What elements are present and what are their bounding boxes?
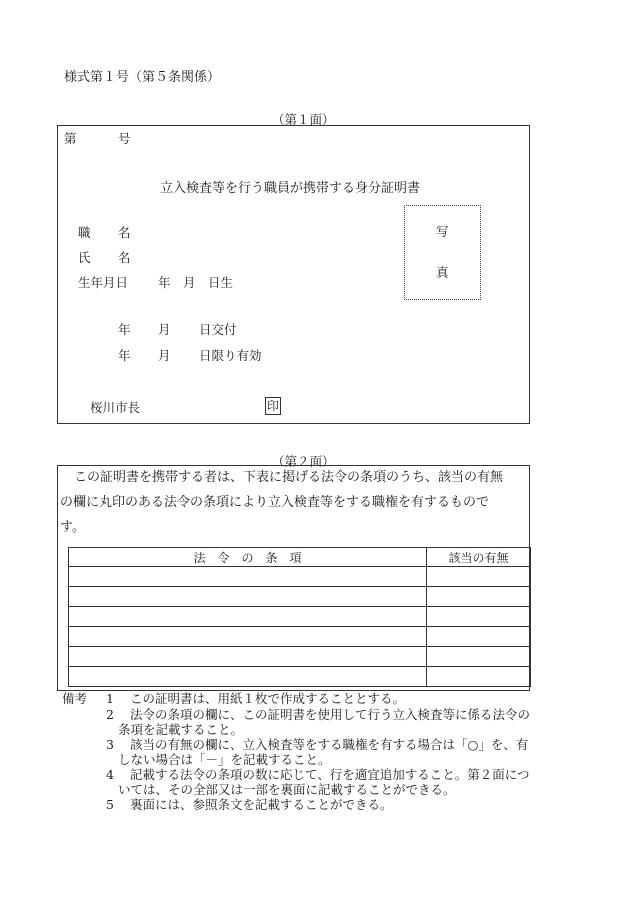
side2-card <box>57 465 530 691</box>
job-label-1: 職 <box>78 225 91 240</box>
notes-heading: 備考 <box>62 691 88 706</box>
note-3-line-1: 該当の有無の欄に、立入検査等をする職権を有する場合は「○」を、有 <box>130 737 529 752</box>
clause-cell <box>69 607 427 627</box>
table-row <box>69 647 531 667</box>
table-row <box>69 567 531 587</box>
photo-box <box>404 205 481 300</box>
applicable-cell <box>427 667 531 687</box>
note-3-line-2: しない場合は「－」を記載すること。 <box>118 752 331 767</box>
note-5-line-1: 裏面には、参照条文を記載することができる。 <box>130 797 393 812</box>
table-row <box>69 587 531 607</box>
statement-line-3: す。 <box>60 520 85 535</box>
name-label-1: 氏 <box>78 250 91 265</box>
note-2-line-1: 法令の条項の欄に、この証明書を使用して行う立入検査等に係る法令の <box>130 707 531 722</box>
header-applicable: 該当の有無 <box>427 548 531 567</box>
side1-card <box>57 125 530 424</box>
valid-year: 年 <box>118 348 131 363</box>
issued-month: 月 <box>158 322 171 337</box>
note-num-5: 5 <box>106 797 114 812</box>
applicable-cell <box>427 647 531 667</box>
applicable-cell <box>427 587 531 607</box>
job-label-2: 名 <box>118 225 131 240</box>
note-4-line-2: いては、その全部又は一部を裏面に記載することができる。 <box>118 782 456 797</box>
note-2-line-2: 条項を記載すること。 <box>118 722 244 737</box>
table-header-row <box>69 548 531 567</box>
issued-year: 年 <box>118 322 131 337</box>
note-num-3: 3 <box>106 737 114 752</box>
clause-cell <box>69 647 427 667</box>
clause-cell <box>69 567 427 587</box>
issued-day: 日交付 <box>199 322 237 337</box>
clause-cell <box>69 587 427 607</box>
statement-line-2: の欄に丸印のある法令の条項により立入検査等をする職権を有するもので <box>60 495 490 510</box>
cert-number-prefix: 第 <box>64 131 77 146</box>
law-table <box>68 547 531 687</box>
statement-line-1: この証明書を携帯する者は、下表に掲げる法令の条項のうち、該当の有無 <box>74 470 504 485</box>
note-num-2: 2 <box>106 707 114 722</box>
applicable-cell <box>427 607 531 627</box>
photo-label-1: 写 <box>436 224 449 239</box>
side1-label: （第１面） <box>272 112 335 127</box>
applicable-cell <box>427 567 531 587</box>
name-label-2: 名 <box>118 250 131 265</box>
table-row <box>69 667 531 687</box>
clause-cell <box>69 667 427 687</box>
form-number: 様式第１号（第５条関係） <box>64 70 221 85</box>
header-clause: 法 令 の 条 項 <box>69 548 427 567</box>
seal-mark: 印 <box>266 399 279 413</box>
side2-label: （第２面） <box>272 454 335 469</box>
valid-day: 日限り有効 <box>199 348 262 363</box>
table-row <box>69 627 531 647</box>
card-title: 立入検査等を行う職員が携帯する身分証明書 <box>160 181 421 196</box>
dob-label: 生年月日 <box>78 275 129 290</box>
dob-format: 年 月 日生 <box>158 275 234 290</box>
applicable-cell <box>427 627 531 647</box>
issuer: 桜川市長 <box>90 400 141 415</box>
note-4-line-1: 記載する法令の条項の数に応じて、行を適宜追加すること。第２面につ <box>130 767 530 782</box>
cert-number-suffix: 号 <box>118 131 131 146</box>
clause-cell <box>69 627 427 647</box>
note-1-line-1: この証明書は、用紙１枚で作成することとする。 <box>130 691 406 706</box>
note-num-4: 4 <box>106 767 114 782</box>
note-num-1: 1 <box>106 691 114 706</box>
photo-label-2: 真 <box>436 265 449 280</box>
table-row <box>69 607 531 627</box>
valid-month: 月 <box>158 348 171 363</box>
